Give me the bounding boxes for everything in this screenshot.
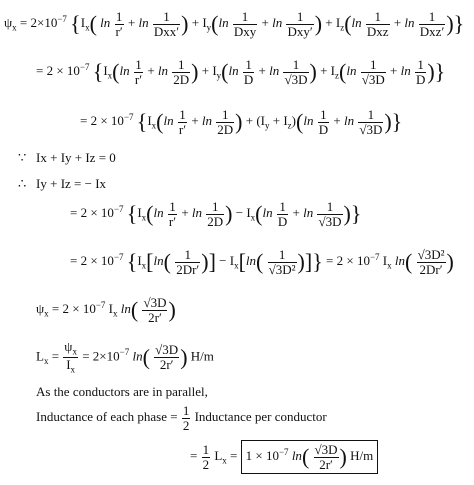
result-box: $1 \times 10^{-7}$ ln( $\frac{√3D}{2r'}$ ) H/m (241, 440, 379, 474)
equation-line-8: $\psi_x = 2 \times 10^{-7}$ $I_x$ ln( $\frac{√3D}{2r'}$ ) (36, 295, 176, 325)
equation-line-11: Inductance of each phase = $\frac{1}{2}$ Inductance per conductor (36, 403, 327, 433)
equation-line-12: = $\frac{1}{2}$ $L_x = 1 \times 10^{-7}$ ln( $\frac{√3D}{2r'}$ ) H/m (190, 440, 378, 474)
fraction: $\frac{1}{r'}$ (168, 199, 177, 229)
fraction: $\frac{1}{r'}$ (178, 107, 187, 137)
equation-line-7: = $2 \times 10^{-7}$ {$I_x[\ln$( $\frac{1}{2Dr'}$ )] − $I_x[\ln$( $\frac{1}{\text{√3D²}}$ )]} = $2 \times 10^{-7}$ $I_x$ ln( $\frac{\text{√3D²}}{2Dr'}$ ) (70, 247, 454, 277)
fraction: $\frac{1}{\text{Dxx′}}$ (153, 9, 180, 39)
fraction: $\frac{1}{2}$ (182, 403, 190, 433)
fraction: $\frac{1}{D}$ (243, 57, 254, 87)
fraction: $\frac{1}{√3D}$ (284, 57, 308, 87)
fraction: $\frac{1}{2D}$ (217, 107, 234, 137)
fraction: $\frac{1}{D}$ (415, 57, 426, 87)
equation-line-9: $L_x$ = $\frac{\psi_x}{I_x}$ = $2\times 10^{-7}$ ln( $\frac{√3D}{2r'}$ ) H/m (36, 339, 214, 375)
fraction: $\frac{√3D}{2r'}$ (143, 295, 167, 325)
current-relation: Iy + Iz = − Ix (36, 176, 107, 191)
fraction: $\frac{1}{√3D}$ (361, 57, 385, 87)
because-symbol: ∵ (18, 150, 27, 165)
unit-label: H/m (190, 348, 214, 364)
fraction: $\frac{1}{\text{√3D²}}$ (268, 247, 296, 277)
ln-label: ln (100, 15, 111, 31)
fraction: $\frac{1}{D}$ (318, 107, 329, 137)
fraction: $\frac{1}{2}$ (202, 442, 210, 472)
fraction: $\frac{√3D}{2r'}$ (314, 442, 338, 472)
equation-line-6: = $2 \times 10^{-7}$ {$I_x(\ln$ $\frac{1}{r'}$ + ln $\frac{1}{2D}$ ) − $I_x(\ln$ $\frac{1}{D}$ + ln $\frac{1}{√3D}$ )} (70, 199, 362, 229)
exponent: −7 (57, 13, 67, 24)
fraction: $\frac{\text{√3D²}}{2Dr'}$ (417, 247, 445, 277)
fraction: $\frac{1}{\text{Dxz′}}$ (419, 9, 445, 39)
fraction: $\frac{1}{r'}$ (134, 57, 143, 87)
fraction: $\frac{1}{\text{Dxy}}$ (233, 9, 257, 39)
fraction: $\frac{1}{D}$ (277, 199, 288, 229)
fraction: $\frac{1}{\text{Dxy′}}$ (287, 9, 313, 39)
fraction: $\frac{1}{√3D}$ (318, 199, 342, 229)
fraction: $\frac{√3D}{2r'}$ (155, 342, 179, 373)
equation-line-4 (18, 150, 116, 166)
therefore-symbol: ∴ (18, 176, 27, 191)
equation-line-5 (18, 176, 106, 192)
psi-symbol: ψ (4, 15, 13, 31)
coefficient: 2×10 (30, 15, 58, 31)
fraction: $\frac{1}{2D}$ (207, 199, 224, 229)
subscript-x: x (12, 22, 17, 33)
fraction: $\frac{\psi_x}{I_x}$ (64, 339, 77, 375)
equation-line-2: = $2 \times 10^{-7}$ {$I_x(\ln$ $\frac{1}{r'}$ + ln $\frac{1}{2D}$ ) + $I_y(\ln$ $\frac{1}{D}$ + ln $\frac{1}{√3D}$ ) + $I_z(\ln$ $\frac{1}{√3D}$ + ln $\frac{1}{D}$ )} (36, 57, 446, 87)
fraction: $\frac{1}{√3D}$ (359, 107, 383, 137)
fraction: $\frac{1}{2Dr'}$ (176, 247, 200, 277)
fraction: $\frac{1}{r'}$ (115, 9, 123, 39)
paragraph-text: As the conductors are in parallel, (36, 384, 208, 399)
fraction: $\frac{1}{\text{Dxz}}$ (366, 9, 389, 39)
equation-line-1: $\psi_x = 2\times 10^{-7}$ {$I_x$( ln $\frac{1}{r'}$ + ln $\frac{1}{\text{Dxx′}}$ ) + $I_y(\ln$ $\frac{1}{\text{Dxy}}$ + ln $\frac{1}{\text{Dxy′}}$ ) + $I_z(\ln$ $\frac{1}{\text{Dxz}}$ + ln $\frac{1}{\text{Dxz′}}$ )} (4, 9, 465, 39)
current-sum: Ix + Iy + Iz = 0 (36, 150, 116, 165)
fraction: $\frac{1}{2D}$ (173, 57, 190, 87)
equation-line-3: = $2 \times 10^{-7}$ {$I_x(\ln$ $\frac{1}{r'}$ + ln $\frac{1}{2D}$ ) + $(I_y + I_z)(\ln$ $\frac{1}{D}$ + ln $\frac{1}{√3D}$ )} (80, 107, 403, 137)
